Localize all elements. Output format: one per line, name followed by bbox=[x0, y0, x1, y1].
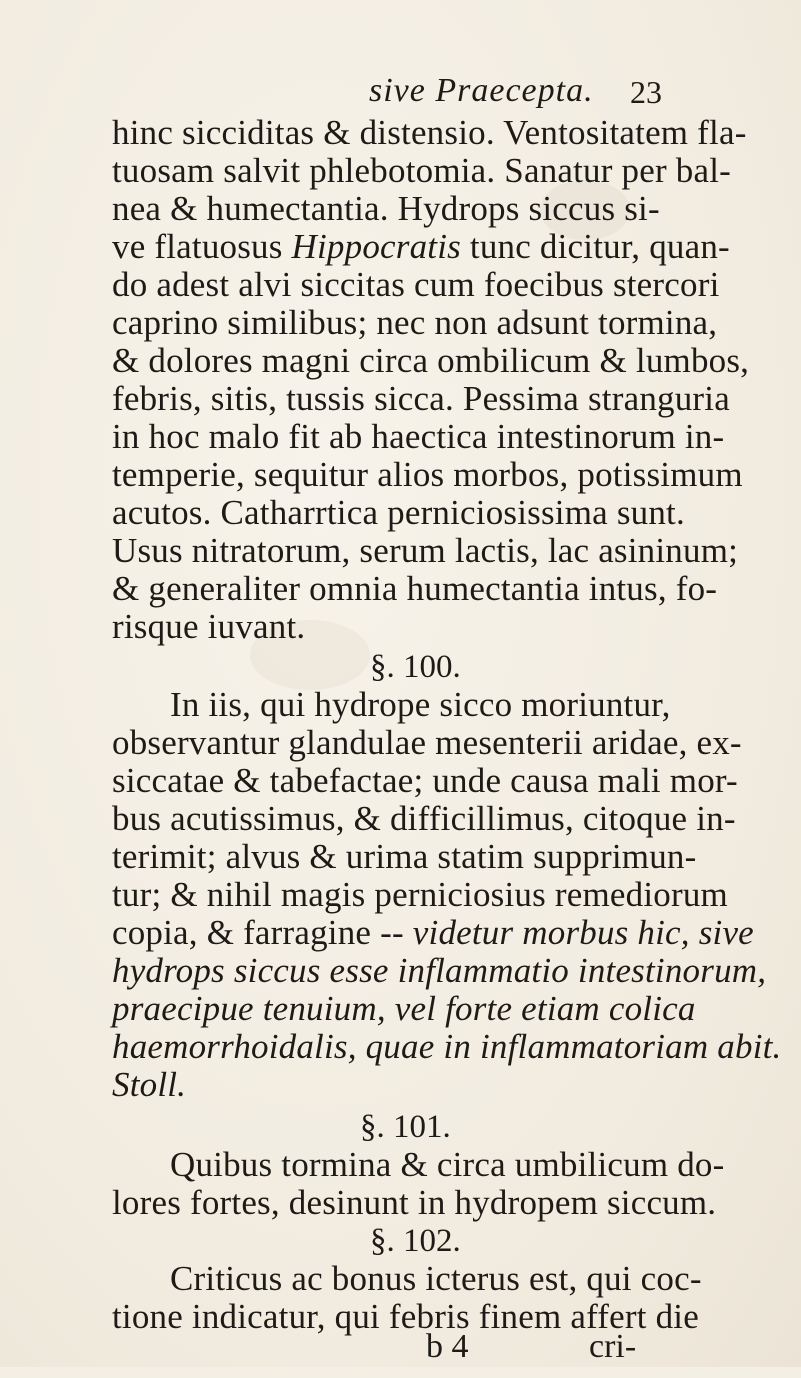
page-number: 23 bbox=[630, 74, 662, 110]
italic-line: hydrops siccus esse inflammatio intestinorum, bbox=[112, 951, 767, 990]
italic-line: Stoll. bbox=[112, 1065, 187, 1104]
italic-line: praecipue tenuium, vel forte etiam colica bbox=[112, 989, 696, 1028]
text-line: & generaliter omnia humectantia intus, fo- bbox=[112, 569, 718, 608]
text-line: Usus nitratorum, serum lactis, lac asininum; bbox=[112, 531, 739, 570]
author-name: Hippocratis bbox=[291, 227, 461, 266]
text-line: nea & humectantia. Hydrops siccus si- bbox=[112, 189, 660, 228]
catchword: cri- bbox=[589, 1328, 637, 1365]
text-line: lores fortes, desinunt in hydropem siccum. bbox=[112, 1183, 717, 1222]
italic-segment: videtur morbus hic, sive bbox=[412, 913, 754, 952]
signature-mark: b 4 bbox=[426, 1328, 469, 1365]
text-line: terimit; alvus & urima statim supprimun- bbox=[112, 837, 697, 876]
text-line: In iis, qui hydrope sicco moriuntur, bbox=[170, 685, 671, 724]
text-segment: tunc dicitur, quan- bbox=[469, 227, 730, 266]
text-line: Criticus ac bonus icterus est, qui coc- bbox=[170, 1259, 702, 1298]
text-line: hinc sicciditas & distensio. Ventositatem fla- bbox=[112, 113, 747, 152]
text-line: caprino similibus; nec non adsunt tormina, bbox=[112, 303, 718, 342]
text-segment: ve flatuosus bbox=[112, 227, 283, 266]
text-line: in hoc malo fit ab haectica intestinorum in- bbox=[112, 417, 725, 456]
page-footer bbox=[0, 1328, 801, 1378]
text-line: observantur glandulae mesenterii aridae, ex- bbox=[112, 723, 742, 762]
section-mark: §. 100. bbox=[370, 649, 461, 685]
text-line: tione indicatur, qui febris finem affert die bbox=[112, 1297, 699, 1336]
text-line: Quibus tormina & circa umbilicum do- bbox=[170, 1145, 725, 1184]
text-line: tur; & nihil magis perniciosius remediorum bbox=[112, 875, 728, 914]
section-mark: §. 102. bbox=[370, 1223, 461, 1259]
page-header bbox=[0, 68, 801, 114]
running-title: sive Praecepta. bbox=[369, 72, 594, 109]
text-segment: copia, & farragine -- bbox=[112, 913, 404, 952]
text-line: siccatae & tabefactae; unde causa mali mor- bbox=[112, 761, 738, 800]
text-line: febris, sitis, tussis sicca. Pessima stranguria bbox=[112, 379, 730, 418]
text-line: bus acutissimus, & difficillimus, citoque in- bbox=[112, 799, 736, 838]
section-mark: §. 101. bbox=[360, 1109, 451, 1145]
text-line: risque iuvant. bbox=[112, 607, 306, 646]
text-line: tuosam salvit phlebotomia. Sanatur per bal- bbox=[112, 151, 732, 190]
text-line: acutos. Catharrtica perniciosissima sunt. bbox=[112, 493, 685, 532]
text-line: temperie, sequitur alios morbos, potissimum bbox=[112, 455, 743, 494]
text-line: & dolores magni circa ombilicum & lumbos, bbox=[112, 341, 750, 380]
italic-line: haemorrhoidalis, quae in inflammatoriam abit. bbox=[112, 1027, 782, 1066]
text-line: do adest alvi siccitas cum foecibus stercori bbox=[112, 265, 720, 304]
